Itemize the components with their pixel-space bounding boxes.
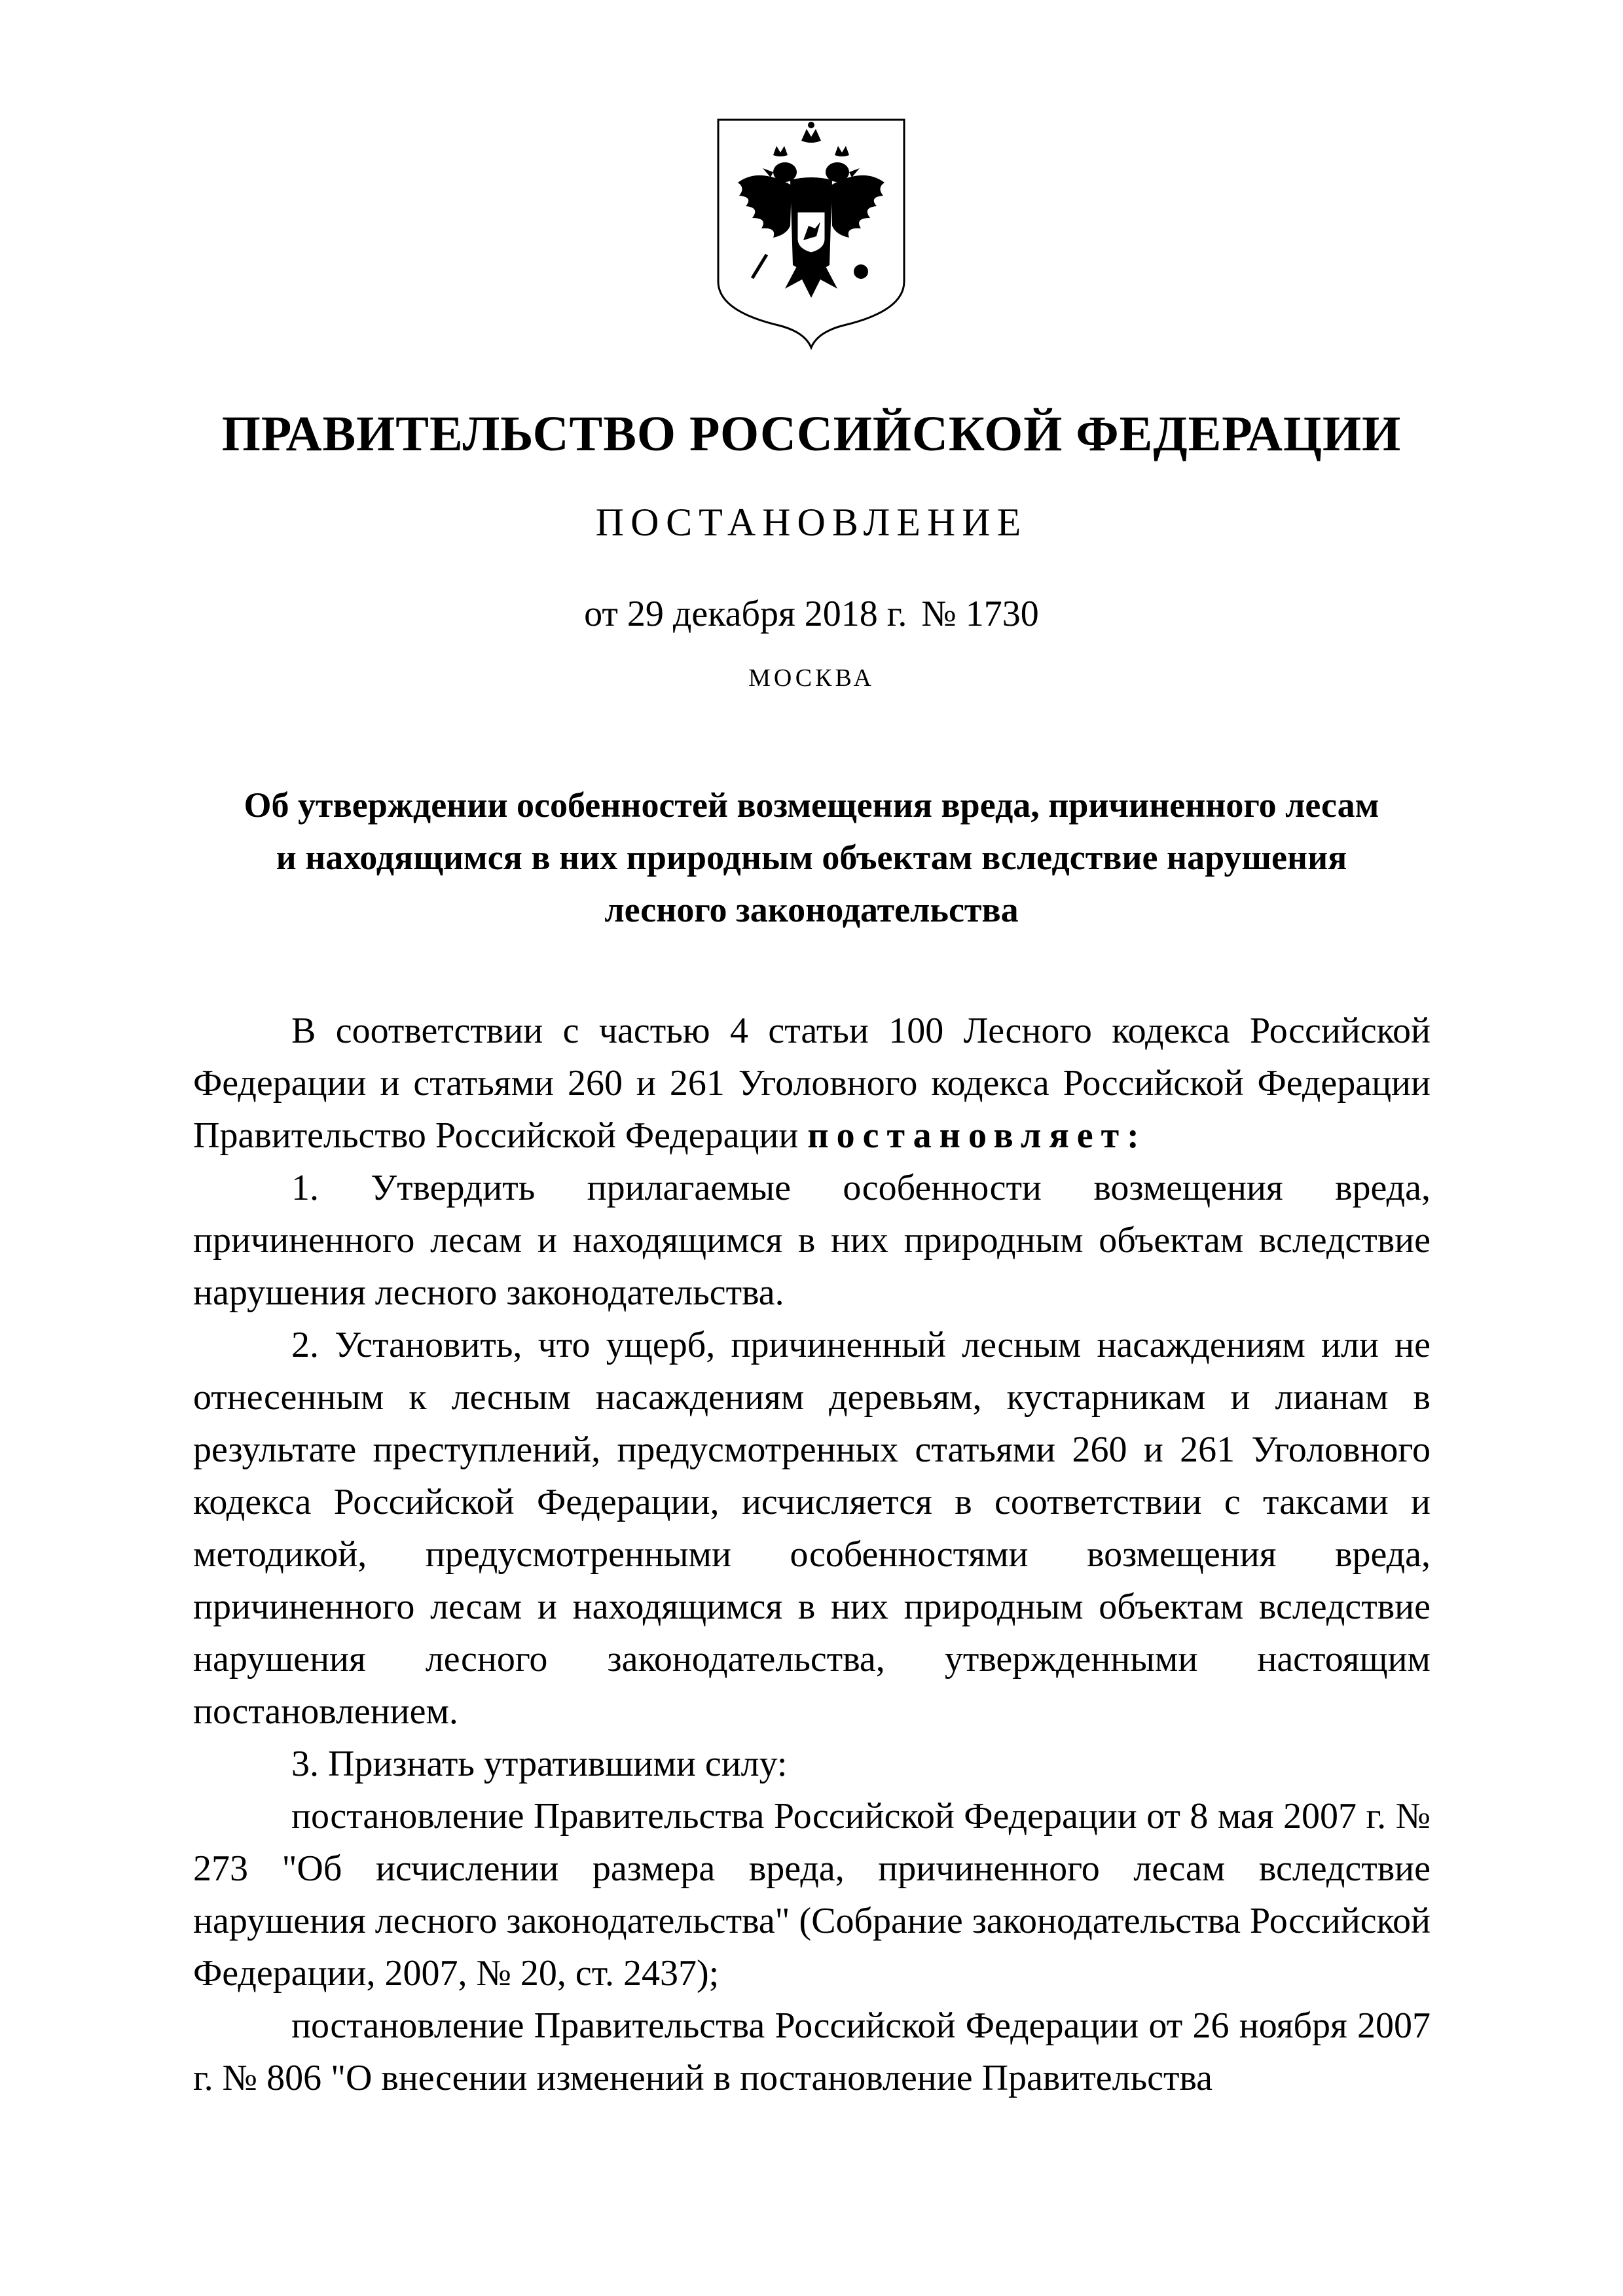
resolves-word: постановляет: (807, 1115, 1147, 1156)
document-city: МОСКВА (748, 664, 875, 692)
preamble-text: В соответствии с частью 4 статьи 100 Лесного кодекса Российской Федерации и статьями 260 и 261 Уголовного кодекса Российской Федерации Правительство Российской Федерации (193, 1011, 1431, 1156)
body-paragraph: постановление Правительства Российской Федерации от 8 мая 2007 г. № 273 "Об исчислении размера вреда, причиненного лесам вследствие нарушения лесного законодательства" (Собрание законодательства Российской Федерации, 2007, № 20, ст. 2437); (193, 1796, 1431, 1994)
document-subject (157, 779, 1466, 936)
subject-line: лесного законодательства (604, 890, 1019, 929)
document-body (193, 1005, 1431, 2104)
subject-line: Об утверждении особенностей возмещения вреда, причиненного лесам (244, 785, 1379, 825)
document-number: № 1730 (921, 594, 1039, 634)
russian-coat-of-arms-icon (712, 115, 910, 350)
preamble-paragraph (193, 1005, 1431, 1162)
body-paragraph: постановление Правительства Российской Федерации от 26 ноября 2007 г. № 806 "О внесении изменений в постановление Правительства (193, 2005, 1431, 2098)
document-type: ПОСТАНОВЛЕНИЕ (595, 501, 1028, 544)
body-paragraph: 2. Установить, что ущерб, причиненный лесным насаждениям или не отнесенным к лесным насаждениям деревьям, кустарникам и лианам в результате преступлений, предусмотренных статьями 260 и 261 Уголовного кодекса Российской Федерации, исчисляется в соответствии с таксами и методикой, предусмотренными особенностями возмещения вреда, причиненного лесам и находящимся в них природным объектам вследствие нарушения лесного законодательства, утвержденными настоящим постановлением. (193, 1325, 1431, 1732)
body-paragraph: 3. Признать утратившими силу: (291, 1744, 788, 1784)
body-paragraph: 1. Утвердить прилагаемые особенности возмещения вреда, причиненного лесам и находящимся в них природным объектам вследствие нарушения лесного законодательства. (193, 1168, 1431, 1313)
document-date: от 29 декабря 2018 г. (584, 594, 907, 634)
subject-line: и находящимся в них природным объектам вследствие нарушения (276, 838, 1347, 877)
document-date-number (0, 592, 1623, 636)
government-title: ПРАВИТЕЛЬСТВО РОССИЙСКОЙ ФЕДЕРАЦИИ (221, 406, 1402, 461)
